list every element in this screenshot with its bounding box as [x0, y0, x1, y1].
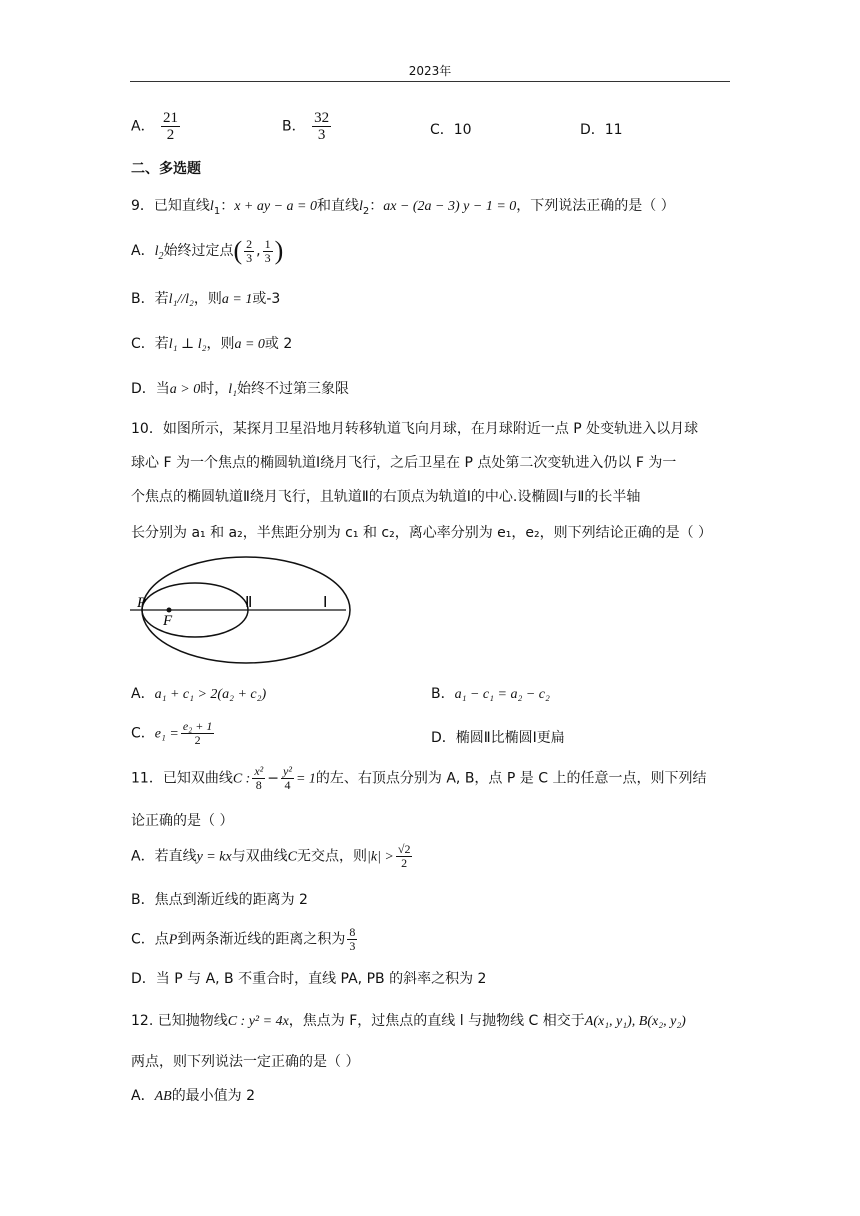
- q11-minus: −: [267, 770, 279, 787]
- q11-a-mid: 与双曲线: [231, 848, 288, 865]
- q10-b-label: B．: [431, 686, 455, 702]
- q9-stem-post: ，下列说法正确的是（ ）: [516, 198, 675, 214]
- q10-line1: 10．如图所示，某探月卫星沿地月转移轨道飞向月球，在月球附近一点 P 处变轨进入以月球: [131, 421, 699, 437]
- page-header-year: 2023年: [408, 64, 452, 78]
- q9-b-eq: l₁//l₂: [168, 292, 194, 307]
- q8-a-numerator: 21: [163, 110, 179, 126]
- q8-option-c: C．10: [430, 122, 472, 138]
- q11-option-b: B．焦点到渐近线的距离为 2: [131, 892, 308, 908]
- q11-option-c: [131, 926, 359, 953]
- q11-pre: 11．已知双曲线: [131, 770, 233, 787]
- q11-c-P: P: [168, 932, 178, 948]
- q12-pts: A(x₁, y₁), B(x₂, y₂): [584, 1014, 686, 1029]
- q11-c-den: 3: [349, 939, 356, 953]
- q11-d2: 4: [284, 778, 291, 792]
- q10-a-label: A．: [131, 686, 155, 702]
- q8-a-denominator: 2: [166, 127, 175, 143]
- q12-eq: C : y² = 4x: [227, 1014, 289, 1029]
- q8-option-b-fraction: [312, 110, 331, 143]
- q9-l1: l: [209, 199, 214, 214]
- q10-line4: 长分别为 a₁ 和 a₂，半焦距分别为 c₁ 和 c₂，离心率分别为 e₁，e₂，则下列结论正确的是（ ）: [131, 525, 713, 541]
- q9-b-end: 或-3: [252, 291, 281, 307]
- q11-line2: 论正确的是（ ）: [131, 813, 234, 829]
- label-P: P: [137, 595, 147, 611]
- q9-c-end: 或 2: [264, 336, 293, 352]
- q10-line3: 个焦点的椭圆轨道Ⅱ绕月飞行，且轨道Ⅱ的右顶点为轨道Ⅰ的中心.设椭圆Ⅰ与Ⅱ的长半轴: [131, 489, 641, 505]
- q9-option-c: [131, 333, 292, 353]
- q10-option-d: D．椭圆Ⅱ比椭圆Ⅰ更扁: [431, 730, 565, 746]
- q9-a-frac1-num: 2: [246, 236, 253, 251]
- q9-l2: l: [358, 199, 363, 214]
- q9-b-a: a = 1: [221, 292, 253, 307]
- q9-c-a: a = 0: [234, 337, 265, 352]
- q9-a-frac2-den: 3: [264, 250, 271, 265]
- q9-option-d: [131, 378, 349, 398]
- q11-C: C :: [232, 771, 251, 787]
- label-F: F: [163, 613, 173, 629]
- q9-eq1: x + ay − a = 0: [234, 199, 317, 214]
- q12-a-AB: AB: [154, 1089, 172, 1104]
- q11-a-C: C: [287, 849, 298, 865]
- q9-d-l: l₁: [228, 382, 237, 397]
- q10-b-eq: a₁ − c₁ = a₂ − c₂: [454, 687, 550, 702]
- q9-a-frac1: [244, 238, 254, 265]
- q8-b-numerator: 32: [314, 110, 330, 126]
- q11-c-num: 8: [349, 925, 356, 939]
- q10-a-eq: a₁ + c₁ > 2(a₂ + c₂): [154, 687, 267, 702]
- q11-post: 的左、右顶点分别为 A, B，点 P 是 C 上的任意一点，则下列结: [315, 770, 707, 787]
- q11-stem: [131, 765, 706, 792]
- q10-c-num: e₂ + 1: [182, 719, 213, 733]
- q11-c-mid: 到两条渐近线的距离之积为: [177, 931, 346, 948]
- q9-l1-sub: 1: [213, 205, 221, 217]
- q11-frac2: [281, 765, 294, 792]
- q9-d-mid: 时，: [200, 381, 229, 397]
- q11-c-pre: C．点: [131, 931, 169, 948]
- q9-colon2: ：: [369, 198, 384, 214]
- q10-option-a: [131, 683, 266, 703]
- q12-option-a: [131, 1085, 255, 1105]
- q12-pre: 12. 已知抛物线: [131, 1013, 228, 1029]
- q11-n2: y²: [283, 764, 292, 778]
- q9-a-paren-close: ): [274, 236, 284, 265]
- q9-mid: 和直线: [316, 198, 359, 214]
- q10-c-label: C．: [131, 725, 155, 742]
- q11-a-abs: |k| >: [367, 849, 394, 865]
- q9-eq2: ax − (2a − 3) y − 1 = 0: [383, 199, 517, 214]
- q9-d-label: D．当: [131, 381, 170, 397]
- q8-option-d: D．11: [580, 122, 623, 138]
- q9-c-label: C．若: [131, 336, 169, 352]
- q11-a-mid2: 无交点，则: [297, 848, 368, 865]
- q11-a-eq: y = kx: [196, 849, 232, 865]
- label-II: Ⅱ: [245, 595, 253, 611]
- section-title-multiple-choice: 二、多选题: [131, 161, 201, 177]
- q12-a-post: 的最小值为 2: [171, 1088, 256, 1104]
- q10-c-lhs: e₁ =: [154, 726, 179, 742]
- q9-c-eq: l₁ ⊥ l₂: [168, 337, 207, 352]
- q11-d1: 8: [255, 778, 262, 792]
- focus-point-F: [167, 608, 172, 613]
- q11-frac1: [252, 765, 265, 792]
- q9-colon1: ：: [220, 198, 235, 214]
- q9-l2-sub: 2: [362, 205, 370, 217]
- q11-n1: x²: [254, 764, 264, 778]
- q8-option-a: [131, 110, 182, 143]
- q9-b-post: ，则: [193, 291, 222, 307]
- q10-c-fraction: [181, 720, 215, 747]
- q9-option-b: [131, 288, 280, 308]
- q9-stem: [131, 195, 675, 217]
- q9-d-cond: a > 0: [169, 382, 201, 397]
- q9-a-text: 始终过定点: [163, 243, 234, 259]
- header-rule: [130, 81, 730, 82]
- q11-option-d: D．当 P 与 A, B 不重合时，直线 PA, PB 的斜率之积为 2: [131, 971, 487, 987]
- q9-a-l2: $l_2$: [154, 244, 164, 262]
- q12-line2: 两点，则下列说法一定正确的是（ ）: [131, 1054, 360, 1070]
- label-I: Ⅰ: [323, 595, 328, 611]
- q9-option-a: A．$l_2$始终过定点( $\frac{2}{3}$ , $\frac{1}{3}$ ): [131, 236, 284, 265]
- q8-option-a-label: A．: [131, 118, 155, 135]
- q9-stem-pre: 9．已知直线: [131, 198, 210, 214]
- q11-a-frac: [396, 843, 413, 870]
- q9-a-frac2-num: 1: [264, 236, 271, 251]
- q8-option-b: [282, 110, 333, 143]
- q10-c-den: 2: [194, 733, 201, 747]
- q8-b-denominator: 3: [317, 127, 326, 143]
- q9-a-paren-open: (: [233, 236, 243, 265]
- q11-a-num: √2: [397, 842, 411, 856]
- q9-a-frac1-den: 3: [246, 250, 253, 265]
- q12-stem: [131, 1010, 686, 1030]
- q10-ellipse-figure: [128, 555, 353, 667]
- q9-d-end: 始终不过第三象限: [237, 381, 349, 397]
- q11-c-frac: [347, 926, 357, 953]
- q10-option-b: [431, 683, 550, 703]
- q11-option-a: [131, 843, 414, 870]
- q12-post: ，焦点为 F，过焦点的直线 l 与抛物线 C 相交于: [288, 1013, 585, 1029]
- q9-c-post: ，则: [206, 336, 235, 352]
- q8-option-b-label: B．: [282, 118, 306, 135]
- q11-a-pre: A．若直线: [131, 848, 197, 865]
- q8-option-a-fraction: [161, 110, 180, 143]
- q9-b-label: B．若: [131, 291, 169, 307]
- q10-line2: 球心 F 为一个焦点的椭圆轨道Ⅰ绕月飞行，之后卫星在 P 点处第二次变轨进入仍以 F 为一: [131, 455, 677, 471]
- q9-a-label: A．: [131, 243, 155, 259]
- q9-a-frac2: [263, 238, 273, 265]
- q12-a-label: A．: [131, 1088, 155, 1104]
- q10-option-c: [131, 720, 216, 747]
- q11-eq: = 1: [295, 771, 316, 787]
- q11-a-den: 2: [401, 856, 408, 870]
